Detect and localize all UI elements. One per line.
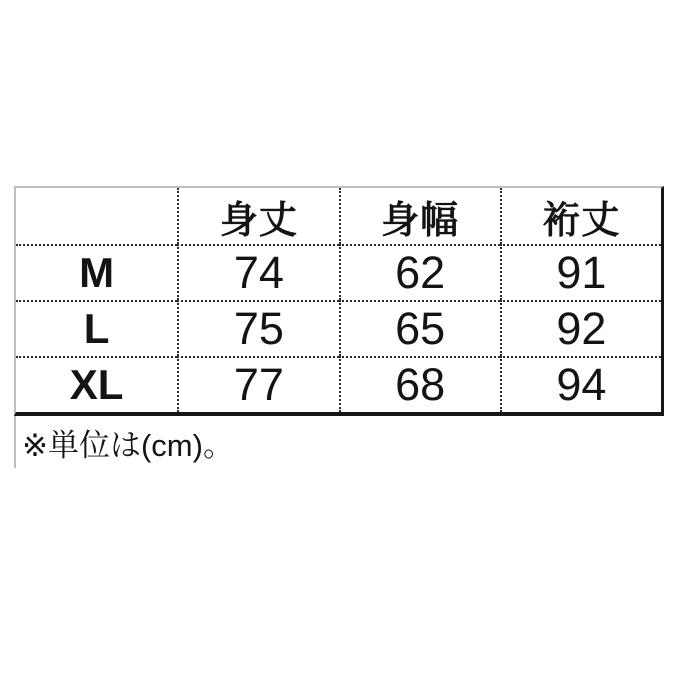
row-xl-body-width: 68 — [339, 356, 500, 412]
unit-note-text: ※単位は(cm)。 — [22, 427, 234, 463]
row-m-body-length: 74 — [177, 244, 338, 300]
row-xl-size-label: XL — [16, 356, 177, 412]
row-l-body-width: 65 — [339, 300, 500, 356]
row-l-body-length: 75 — [177, 300, 338, 356]
header-cell-sleeve-length: 裄丈 — [500, 188, 661, 244]
row-l-sleeve-length: 92 — [500, 300, 661, 356]
row-m-sleeve-length: 91 — [500, 244, 661, 300]
row-xl-sleeve-length: 94 — [500, 356, 661, 412]
row-m-body-width: 62 — [339, 244, 500, 300]
size-table — [14, 186, 664, 416]
unit-note — [14, 416, 659, 468]
row-m-size-label: M — [16, 244, 177, 300]
row-l-size-label: L — [16, 300, 177, 356]
header-cell-body-width: 身幅 — [339, 188, 500, 244]
header-cell-empty — [16, 188, 177, 244]
header-cell-body-length: 身丈 — [177, 188, 338, 244]
row-xl-body-length: 77 — [177, 356, 338, 412]
